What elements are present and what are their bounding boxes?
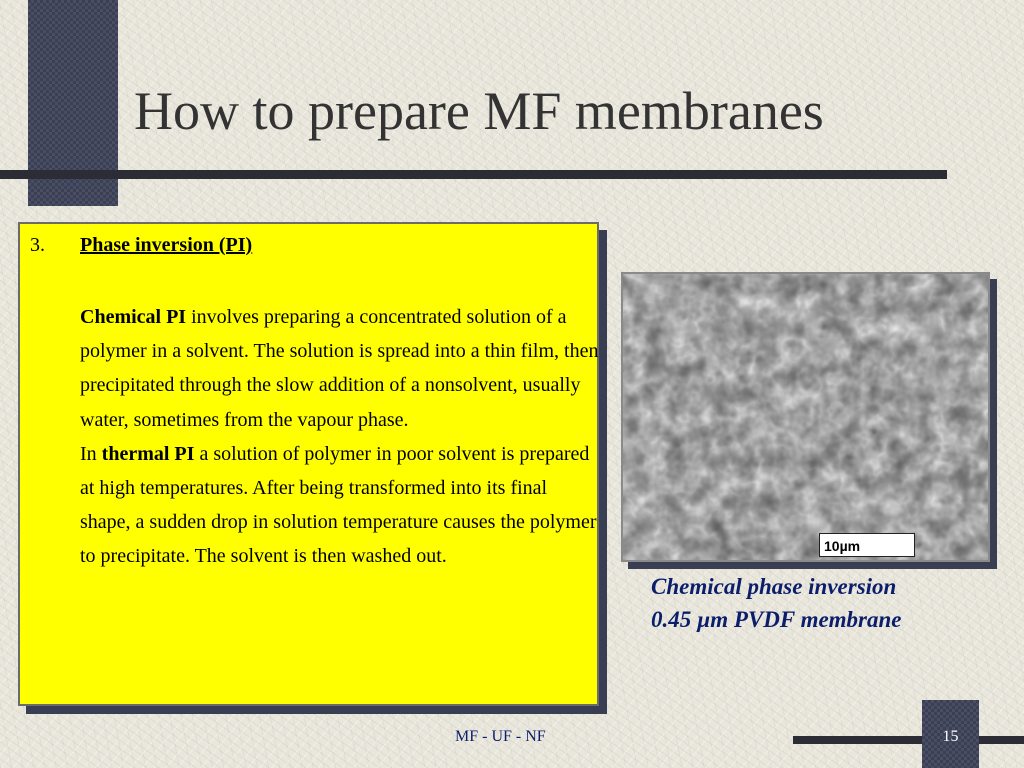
thermal-description: a solution of polymer in poor solvent is prepared at high temperatures. After being transformed into its final shape, a sudden drop in solution temperature causes the polymer to precipitate. The solvent is then washed out.: [80, 442, 597, 568]
chemical-term: Chemical PI: [80, 306, 187, 328]
footer-course-label: MF - UF - NF: [455, 728, 546, 745]
item-number: 3.: [30, 234, 45, 256]
body-text: [80, 300, 600, 574]
thermal-term: thermal PI: [101, 442, 195, 465]
caption-line-2: 0.45 µm PVDF membrane: [651, 607, 902, 632]
chemical-description: involves preparing a concentrated solution of a polymer in a solvent. The solution is spread into a thin film, then precipitated through the slow addition of a nonsolvent, usually water, sometimes from the vapour phase.: [80, 306, 599, 431]
content-box: [18, 222, 599, 706]
slide-title: How to prepare MF membranes: [134, 81, 824, 141]
thermal-paragraph: [80, 437, 600, 574]
membrane-texture: [623, 274, 988, 560]
section-heading: Phase inversion (PI): [80, 234, 253, 256]
title-rule: [0, 170, 947, 179]
image-caption: [651, 570, 902, 636]
thermal-prefix: In: [80, 442, 102, 465]
caption-line-1: Chemical phase inversion: [651, 574, 897, 599]
sem-micrograph: [621, 272, 990, 562]
chemical-paragraph: [80, 300, 600, 437]
scale-bar-label: 10µm: [819, 533, 915, 557]
footer-rule: [793, 736, 1024, 744]
page-number: 15: [942, 728, 959, 745]
